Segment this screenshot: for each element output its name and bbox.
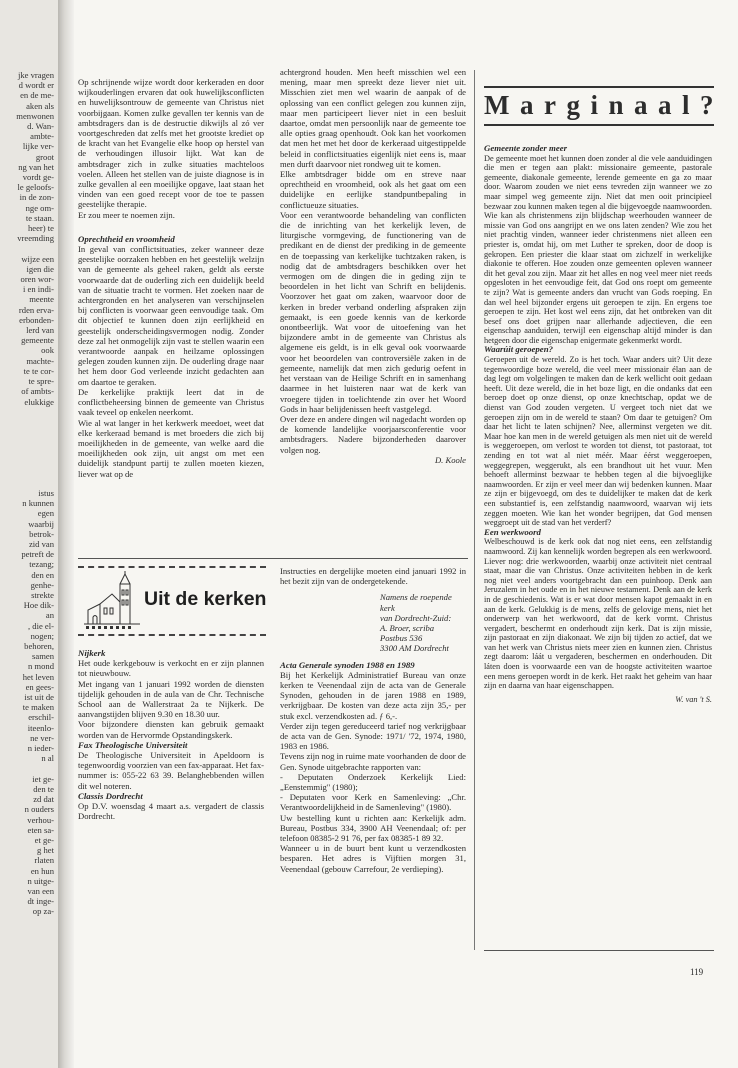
- news-paragraph: Bij het Kerkelijk Administratief Bureau van onze kerken te Veenendaal zijn de acta van de Generale Synoden, gehouden in de jaren 1988 en 1989, verkrijgbaar. De kosten van deze acta zijn 35,- per stuk excl. verzendkosten ad. ƒ 6,-.: [280, 669, 466, 721]
- previous-page-line: tezang;: [29, 559, 54, 570]
- previous-page-line: wijze een: [21, 253, 54, 264]
- previous-page-line: den te: [33, 783, 54, 794]
- previous-page-line: meente: [29, 294, 54, 305]
- previous-page-line: van een: [27, 885, 54, 896]
- previous-page-line: vordt ge-: [22, 172, 54, 183]
- previous-page-line: d. Wan-: [27, 121, 54, 132]
- previous-page-line: , die el-: [27, 620, 54, 631]
- news-paragraph: Instructies en dergelijke moeten eind januari 1992 in het bezit zijn van de ondergetekende.: [280, 566, 466, 587]
- previous-page-line: nge om-: [25, 202, 54, 213]
- news-paragraph: De Theologische Universiteit in Apeldoorn is tegenwoordig voorzien van een fax-apparaat. Het fax-nummer is: 055-22 63 39. Belanghebbenden willen dit wel noteren.: [78, 750, 264, 791]
- previous-page-line: vreemding: [17, 233, 54, 244]
- marginaal-top-rule: [484, 86, 714, 88]
- previous-page-line: n kunnen: [22, 498, 54, 509]
- news-paragraph: Voor bijzondere diensten kan gebruik gemaakt worden van de Hervormde Opstandingskerk.: [78, 719, 264, 740]
- previous-page-line: igen die: [26, 263, 54, 274]
- church-illustration-icon: [80, 570, 144, 632]
- news-paragraph: Verder zijn tegen gereduceerd tarief nog verkrijgbaar de acta van de Gen. Synode: 1971/ '72, 1974, 1980, 1983 en 1986.: [280, 720, 466, 752]
- address-line: 3300 AM Dordrecht: [380, 643, 449, 654]
- section-heading: Waarúit geroepen?: [484, 344, 553, 355]
- previous-page-text-block: [0, 488, 54, 917]
- previous-page-line: verhou-: [27, 814, 54, 825]
- previous-page-line: ook: [41, 345, 54, 356]
- address-line: Postbus 536: [380, 633, 423, 644]
- previous-page-line: ist uit de: [24, 692, 54, 703]
- article-paragraph: achtergrond houden. Men heeft misschien wel een mening, maar men spreekt deze liever niet uit. Misschien ziet men wel waarin de aanpak of de oplossing van een conflict gelegen zou kunnen zijn, maar men participeert liever niet in een besluit daartoe, omdat men persoonlijk naar de gemeente toe alle opties graag openhoudt. Ook kan het voorkomen dat men het met het door de kerkeraad uitgestippelde beleid in conflictsituaties eigenlijk niet eens is, maar men durft daarvoor niet rondweg uit te komen.: [280, 67, 466, 169]
- news-paragraph: Wanneer u in de buurt bent kunt u verzendkosten besparen. Het adres is Vijftien morgen 31, Veenendaal (gebouw Carrefour, 2e verdieping).: [280, 843, 466, 874]
- section-heading: Een werkwoord: [484, 526, 541, 537]
- marginaal-paragraph: Welbeschouwd is de kerk ook dat nog niet eens, een zelfstandig naamwoord. Zij kan kennelijk worden begrepen als een werkwoord. Liever nog: drie werkwoorden, waarbij onze activiteit niet centraal staat, maar die van Christus. Onze activiteiten hebben in de kerk nog niet veel anders voortgebracht dan een puinhoop. Denk aan Jeruzalem in het oude en in het nieuwe testament. Denk aan de kerk in de geschiedenis. Wat is er wat door mensen kapot gemaakt in en aan de kerk. Gelukkig is de mens, zelfs de gelovige mens, niet het onderwerp van het werkwoord, dat de kerk vormt. Christus vergadert, beschermt en onderhoudt zijn kerk. Dat is zijn missie, zijn pastoraat en zijn diakonaat. We zijn bij tijden zo actief, dat we van het werk van Christus niets meer zien en kunnen zien. Christus zegt daarom: láát u vergaderen, beschermen en onderhouden. Dit láten doen is voorwaarde een van de hoogste activiteiten waartoe een mens geroepen wordt in de kerk. Het raakt het geheim van haar zijn en daarna van haar eigenschappen.: [484, 537, 712, 691]
- news-paragraph: - Deputaten Onderzoek Kerkelijk Lied: „Eenstemmig" (1980);: [280, 771, 466, 793]
- previous-page-line: an: [45, 610, 54, 621]
- address-line: van Dordrecht-Zuid:: [380, 612, 452, 623]
- previous-page-line: en gees-: [25, 681, 54, 692]
- header-dashed-rule: [78, 566, 266, 568]
- author-signature: W. van 't S.: [675, 694, 712, 704]
- article-paragraph: Voor een verantwoorde behandeling van conflicten die de inrichting van het kerkelijk leven, de liturgische vormgeving, de functionering van de predikant en de dienst der prediking in de gemeente en de toepassing van kerkelijke tuchtzaken raken, is nodig dat de ambtsdragers beschikken over het vermogen om de dingen die in geding zijn te beoordelen in het licht van Schrift en belijdenis. Voorzover het gaat om zaken, waarvoor door de kerken in breder verband onderling afspraken zijn gemaakt, is een goede kennis van de kerkorde onontbeerlijk. Wat voor de uitoefening van het bijzondere ambt in de gemeente van Christus als algemene eis geldt, is in elk geval ook voorwaarde voor het beoordelen van controversiële zaken in de gemeente, namelijk dat men zich gedurig oefent in het verstaan van de Heilige Schrift en in samenhang daarmee in het luisteren naar wat de kerk van vroegere tijden in toelichtende zin over het Woord Gods in haar belijdenissen heeft vastgelegd.: [280, 209, 466, 414]
- article-paragraph: Wie al wat langer in het kerkwerk meedoet, weet dat elke kerkeraad bemand is met broeders die zich bij moeilijkheden in de gemeente, van welke aard die moeilijkheden ook zijn, uit angst om met een duidelijk standpunt partij te zullen moeten kiezen, liever wat op de: [78, 417, 264, 479]
- previous-page-line: behoren,: [24, 641, 54, 652]
- page-gutter: [58, 0, 74, 1068]
- previous-page-line: n ieder-: [27, 743, 54, 754]
- section-heading: Nijkerk: [78, 648, 106, 658]
- previous-page-line: istus: [38, 488, 54, 498]
- news-paragraph: Het oude kerkgebouw is verkocht en er zijn plannen tot nieuwbouw.: [78, 658, 264, 679]
- previous-page-line: Hoe dik-: [23, 600, 54, 611]
- marginaal-paragraph: Geroepen uit de wereld. Zo is het toch. Waar anders uit? Uit deze tegenwoordige boze wereld, die veel meer missionair élan aan de dag legt om volgelingen te maken dan de kerk wellicht ooit gedaan heeft. Uit deze wereld, die in het boze ligt, en die ondanks dat een beroep doet op onze dienst, op onze knechtschap, opdat we de dienst van God zouden vergeten. U vergeet toch niet dat we geroepen zijn om in de wereld te staan? Om daar te getuigen? Om daar het licht te laten schijnen? Nee, allerminst vergeten we dit. Maar hoe kan men in de wereld getuigen als men niet uit de wereld is weggeroepen, om verlost te worden tot dienst, tot pastoraat, tot zending en tot wat al niet méér. Maar éérst weggeroepen, weggegrepen, weggerukt, als een brandhout uit het vuur. Men behoeft allerminst bezwaar te hebben tegen al die bijvoeglijke naamwoorden. Er zijn er veel meer dan wij bedenken kunnen. Maar ze zijn er bijgevoegd, om des te duidelijker te maken dat de kerk een substantief is, een zelfstandig naamwoord, waarvan wij iets zeggen moeten. Wie kan het wonder begrijpen, dat God mensen weggroept uit de stad van het verderf?: [484, 355, 712, 528]
- previous-page-line: oren wor-: [20, 274, 54, 285]
- news-paragraph: Met ingang van 1 januari 1992 worden de diensten tijdelijk gehouden in de aula van de Chr. Technische School aan de Wallerstraat 2a te Nijkerk. De aanvangstijden blijven 9.30 en 18.30 uur.: [78, 678, 264, 720]
- marginaal-title: Marginaal?: [484, 90, 724, 120]
- previous-page-line: heer) te: [28, 223, 54, 234]
- marginaal-bottom-rule: [484, 950, 714, 951]
- previous-page-line: iet ge-: [32, 773, 54, 784]
- author-signature: D. Koole: [434, 454, 466, 465]
- previous-page-line: elukkige: [24, 396, 54, 407]
- previous-page-line: rden erva-: [18, 304, 54, 315]
- previous-page-line: rlaten: [34, 855, 54, 866]
- previous-page-line: ng van het: [18, 161, 54, 172]
- uit-de-kerken-column-2: [280, 566, 466, 874]
- uit-de-kerken-title: Uit de kerken: [144, 588, 267, 610]
- section-heading: Gemeente zonder meer: [484, 143, 568, 153]
- previous-page-line: strekte: [31, 590, 54, 601]
- previous-page-strip: [0, 0, 58, 1068]
- previous-page-line: te te cor-: [23, 365, 54, 376]
- previous-page-line: zd dat: [33, 794, 54, 805]
- previous-page-line: lerd van: [26, 325, 54, 336]
- previous-page-line: in de zon-: [19, 192, 54, 203]
- article-paragraph: Op schrijnende wijze wordt door kerkeraden en door wijkouderlingen ervaren dat ook huwelijksconflicten en huwelijksontrouw de gemeente van Christus niet voorbijgaan. Komen zulke gevallen ter kennis van de ambtsdragers dan is de destructie dikwijls al zó ver voortgeschreden dat zelfs met het grootste krediet op de kracht van het Evangelie elke hoop op herstel van de verhoudingen illusoir lijkt. Wat kan de ambtsdrager zich in zulke situaties machteloos voelen. Alleen het stellen van de juiste diagnose is in zulke gevallen al een moeilijke opgave, laat staan het vinden van een goed recept voor de toe te passen geestelijke therapie.: [78, 77, 264, 210]
- previous-page-line: zid van: [28, 539, 54, 550]
- section-heading: Oprechtheid en vroomheid: [78, 233, 175, 244]
- previous-page-line: le geloofs-: [17, 182, 54, 193]
- address-block: [280, 592, 466, 653]
- previous-page-line: petreft de: [21, 549, 54, 560]
- previous-page-line: erschil-: [28, 712, 54, 723]
- uit-de-kerken-column-1: [78, 648, 264, 821]
- section-divider: [78, 558, 468, 559]
- previous-page-line: [0, 763, 54, 773]
- section-heading: Fax Theologische Universiteit: [78, 739, 188, 750]
- previous-page-line: te spre-: [28, 376, 54, 387]
- previous-page-line: n ouders: [24, 804, 54, 815]
- marginaal-paragraph: De gemeente moet het kunnen doen zonder al die vele aanduidingen die men er tegen aan plakt: missionaire gemeente, pastorale gemeente, diakonale gemeente, lerende gemeente en ga zo maar door. Waarom zouden we niet eens tevreden zijn wanneer we zo maar simpel weg gemeente zijn. Niet dat men ooit principieel bezwaar zou kunnen maken tegen al die bijgevoegde naamwoorden. Wie kan als christenmens zijn blijdschap weerhouden wanneer de missie van God ons aangrijpt en we ons laten zenden? Wie zou het niet prachtig vinden, wanneer ieder christenmens niet alleen een priester is, omdat hij, om met Luther te spreken, door de doop is gekropen. Een priester die klaar staat om zichzelf in werkelijke diakonie te offeren. Hoe zouden onze gemeenten opleven wanneer dit het geval zou zijn. Maar zit het alles en nog veel meer niet reeds opgesloten in het eenvoudige feit, dat God ons roept om gemeente te zijn? Wat is gemeente anders dan vrucht van Gods roeping. En dan wel heel bijzonder ergens uit geroepen te zijn. En ergens toe geroepen te zijn. Het kost wel eens zijn, dat het ontbreken van dit besef ons doet grijpen naar allerhande adjectieven, die een eigenschap aanduiden, terwijl een eigenschap altijd minder is dan hetgeen door die eigenschap enigermate gekenmerkt wordt.: [484, 153, 712, 345]
- section-heading: Classis Dordrecht: [78, 790, 143, 801]
- article-column-2: [280, 67, 466, 465]
- previous-page-line: ne ver-: [30, 732, 54, 743]
- article-paragraph: Over deze en andere dingen wil nagedacht worden op de komende landelijke voorjaarsconferentie voor ambtsdragers. Nadere bijzonderheden daarover volgen nog.: [280, 413, 466, 455]
- previous-page-line: of ambts-: [21, 386, 54, 397]
- previous-page-line: i en indi-: [22, 284, 54, 295]
- news-paragraph: Uw bestelling kunt u richten aan: Kerkelijk adm. Bureau, Postbus 334, 3900 AH Veenendaal; of: per telefoon 08385-2 91 76, per fax 08385-1 89 32.: [280, 812, 466, 844]
- previous-page-line: het leven: [22, 671, 54, 682]
- previous-page-line: genhe-: [30, 579, 54, 590]
- previous-page-text-block: [0, 70, 54, 407]
- previous-page-line: [0, 243, 54, 253]
- previous-page-line: g het: [37, 845, 54, 856]
- previous-page-line: d wordt er: [18, 80, 54, 91]
- article-paragraph: Elke ambtsdrager bidde om en streve naar oprechtheid en vroomheid, ook als het gaat om een duidelijke en eerlijke standpuntbepaling in conflictueuze situaties.: [280, 169, 466, 210]
- previous-page-line: ambte-: [30, 131, 54, 142]
- previous-page-line: op za-: [32, 906, 54, 917]
- previous-page-line: te staan.: [25, 212, 54, 223]
- article-column-1: [78, 77, 264, 479]
- previous-page-line: machte-: [26, 355, 54, 366]
- previous-page-line: eten sa-: [27, 824, 54, 835]
- previous-page-line: lijke ver-: [22, 141, 54, 152]
- column-divider: [474, 70, 475, 950]
- previous-page-line: groot: [35, 151, 54, 162]
- previous-page-line: et ge-: [34, 834, 54, 845]
- previous-page-line: den en: [31, 569, 54, 580]
- previous-page-line: egen: [37, 508, 54, 519]
- previous-page-line: en hun: [30, 865, 54, 876]
- previous-page-line: samen: [32, 651, 54, 662]
- previous-page-line: menwonen: [16, 110, 54, 121]
- marginaal-title-rule: [484, 124, 714, 126]
- section-heading: Acta Generale synoden 1988 en 1989: [280, 659, 415, 670]
- previous-page-line: waarbij: [28, 518, 54, 529]
- previous-page-line: iteenlo-: [27, 722, 54, 733]
- article-paragraph: De kerkelijke praktijk leert dat in de conflictbeheersing binnen de gemeente van Christus vaak teveel op enkelen neerkomt.: [78, 386, 264, 418]
- previous-page-line: aken als: [26, 100, 54, 111]
- previous-page-line: gemeente: [21, 335, 54, 346]
- previous-page-line: nogen;: [30, 630, 54, 641]
- previous-page-line: erbonden-: [19, 314, 54, 325]
- previous-page-line: jke vragen: [17, 70, 54, 80]
- marginaal-column: [484, 144, 712, 704]
- previous-page-line: n uitge-: [27, 875, 54, 886]
- previous-page-line: n al: [41, 753, 54, 764]
- address-line: Namens de roepende kerk: [380, 592, 452, 613]
- header-dashed-rule: [78, 634, 266, 636]
- news-paragraph: - Deputaten voor Kerk en Samenleving: „Chr. Verantwoordelijkheid in de Samenleving" (1980).: [280, 792, 466, 813]
- previous-page-line: dt inge-: [27, 896, 54, 907]
- article-paragraph: In geval van conflictsituaties, zeker wanneer deze geestelijke oorzaken hebben en het geestelijk welzijn van de gemeente als geheel raken, geldt als eerste voorwaarde dat de ouderling zich een duidelijk beeld van de situatie tracht te vormen. Het zoeken naar de achtergronden en het analyseren van verschijnselen bij conflicten is voorwaar geen eenvoudige taak. Om dit objectief te kunnen doen zijn eerlijkheid en geestelijk onderscheidingsvermogen nodig. Zonder deze zal het onmogelijk zijn vast te stellen waarin een verantwoorde aanpak en heilzame oplossingen gelegen zouden kunnen zijn. De ouderling drage naar het hem door God verleende inzicht gedachten aan om daartoe te geraken.: [78, 244, 264, 387]
- address-line: A. Broer, scriba: [380, 623, 435, 634]
- previous-page-line: n mond: [27, 661, 54, 672]
- news-paragraph: Op D.V. woensdag 4 maart a.s. vergadert de classis Dordrecht.: [78, 801, 264, 822]
- previous-page-line: en de me-: [20, 90, 54, 101]
- previous-page-line: te maken: [22, 702, 54, 713]
- news-paragraph: Tevens zijn nog in ruime mate voorhanden de door de Gen. Synode uitgebrachte rapporten van:: [280, 751, 466, 772]
- previous-page-line: betrok-: [29, 528, 54, 539]
- page-number: 119: [690, 967, 704, 977]
- article-paragraph: Er zou meer te noemen zijn.: [78, 209, 175, 220]
